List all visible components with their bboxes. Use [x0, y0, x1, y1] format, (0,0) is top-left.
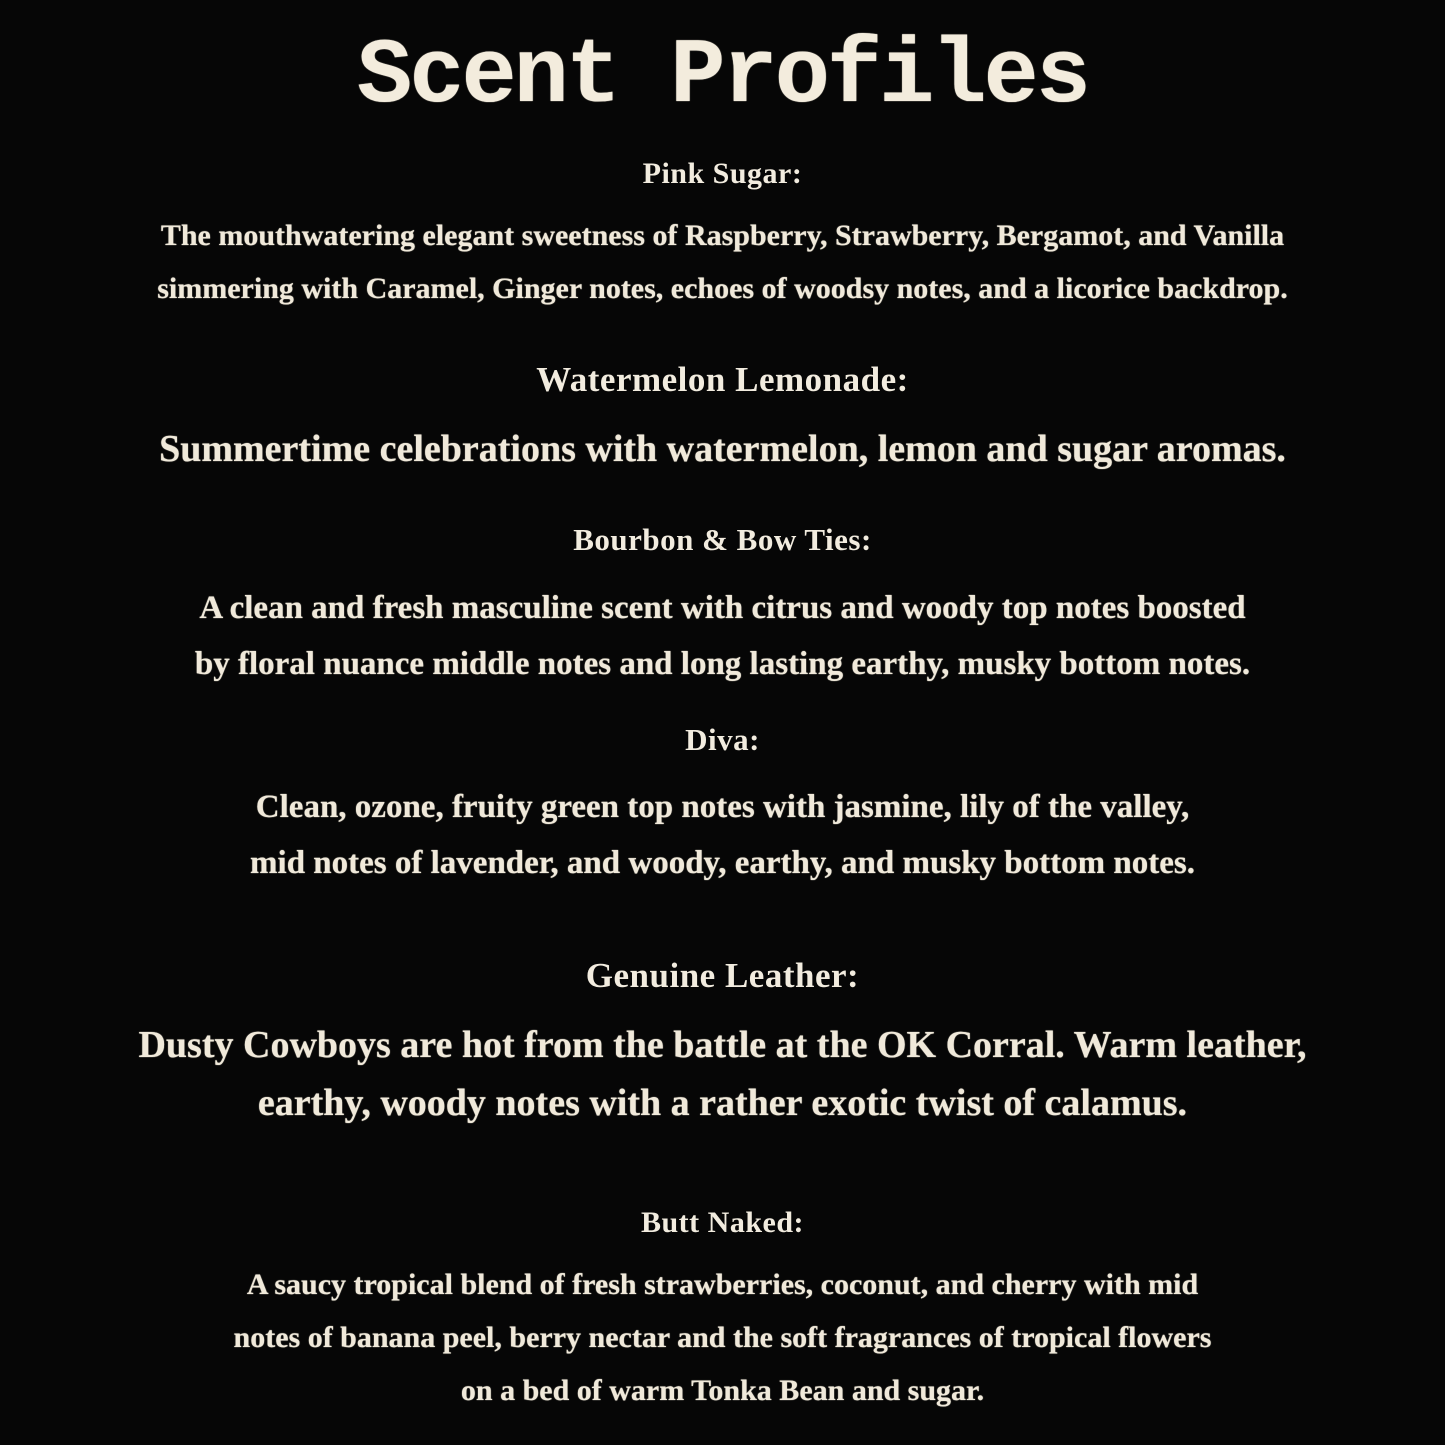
section-line: earthy, woody notes with a rather exotic twist of calamus. — [257, 1081, 1188, 1124]
section-line: notes of banana peel, berry nectar and the soft fragrances of tropical flowers — [233, 1320, 1212, 1354]
section-heading: Bourbon & Bow Ties: — [573, 522, 872, 558]
section-heading: Watermelon Lemonade: — [536, 360, 909, 400]
section-line: by floral nuance middle notes and long lasting earthy, musky bottom notes. — [194, 645, 1251, 682]
section-line: simmering with Caramel, Ginger notes, echoes of woodsy notes, and a licorice backdrop. — [157, 272, 1288, 306]
section-line: Dusty Cowboys are hot from the battle at the OK Corral. Warm leather, — [138, 1023, 1307, 1066]
section-heading: Butt Naked: — [640, 1205, 804, 1239]
section-line: A clean and fresh masculine scent with citrus and woody top notes boosted — [199, 589, 1246, 626]
section-line: The mouthwatering elegant sweetness of Raspberry, Strawberry, Bergamot, and Vanilla — [160, 219, 1285, 253]
section-heading: Genuine Leather: — [585, 955, 860, 995]
section-bourbon-bow-ties — [0, 518, 1445, 691]
section-line: Clean, ozone, fruity green top notes with jasmine, lily of the valley, — [255, 788, 1190, 825]
section-line: A saucy tropical blend of fresh strawberries, coconut, and cherry with mid — [246, 1267, 1199, 1301]
section-genuine-leather — [0, 951, 1445, 1132]
section-line: mid notes of lavender, and woody, earthy, and musky bottom notes. — [250, 844, 1195, 881]
section-diva — [0, 718, 1445, 891]
section-butt-naked — [0, 1202, 1445, 1417]
page-title: Scent Profiles — [357, 24, 1088, 129]
section-line: on a bed of warm Tonka Bean and sugar. — [460, 1373, 985, 1407]
section-line: Summertime celebrations with watermelon, lemon and sugar aromas. — [159, 428, 1286, 471]
section-heading: Pink Sugar: — [642, 157, 803, 191]
section-pink-sugar — [0, 153, 1445, 315]
section-watermelon-lemonade — [0, 355, 1445, 478]
section-heading: Diva: — [685, 721, 760, 757]
